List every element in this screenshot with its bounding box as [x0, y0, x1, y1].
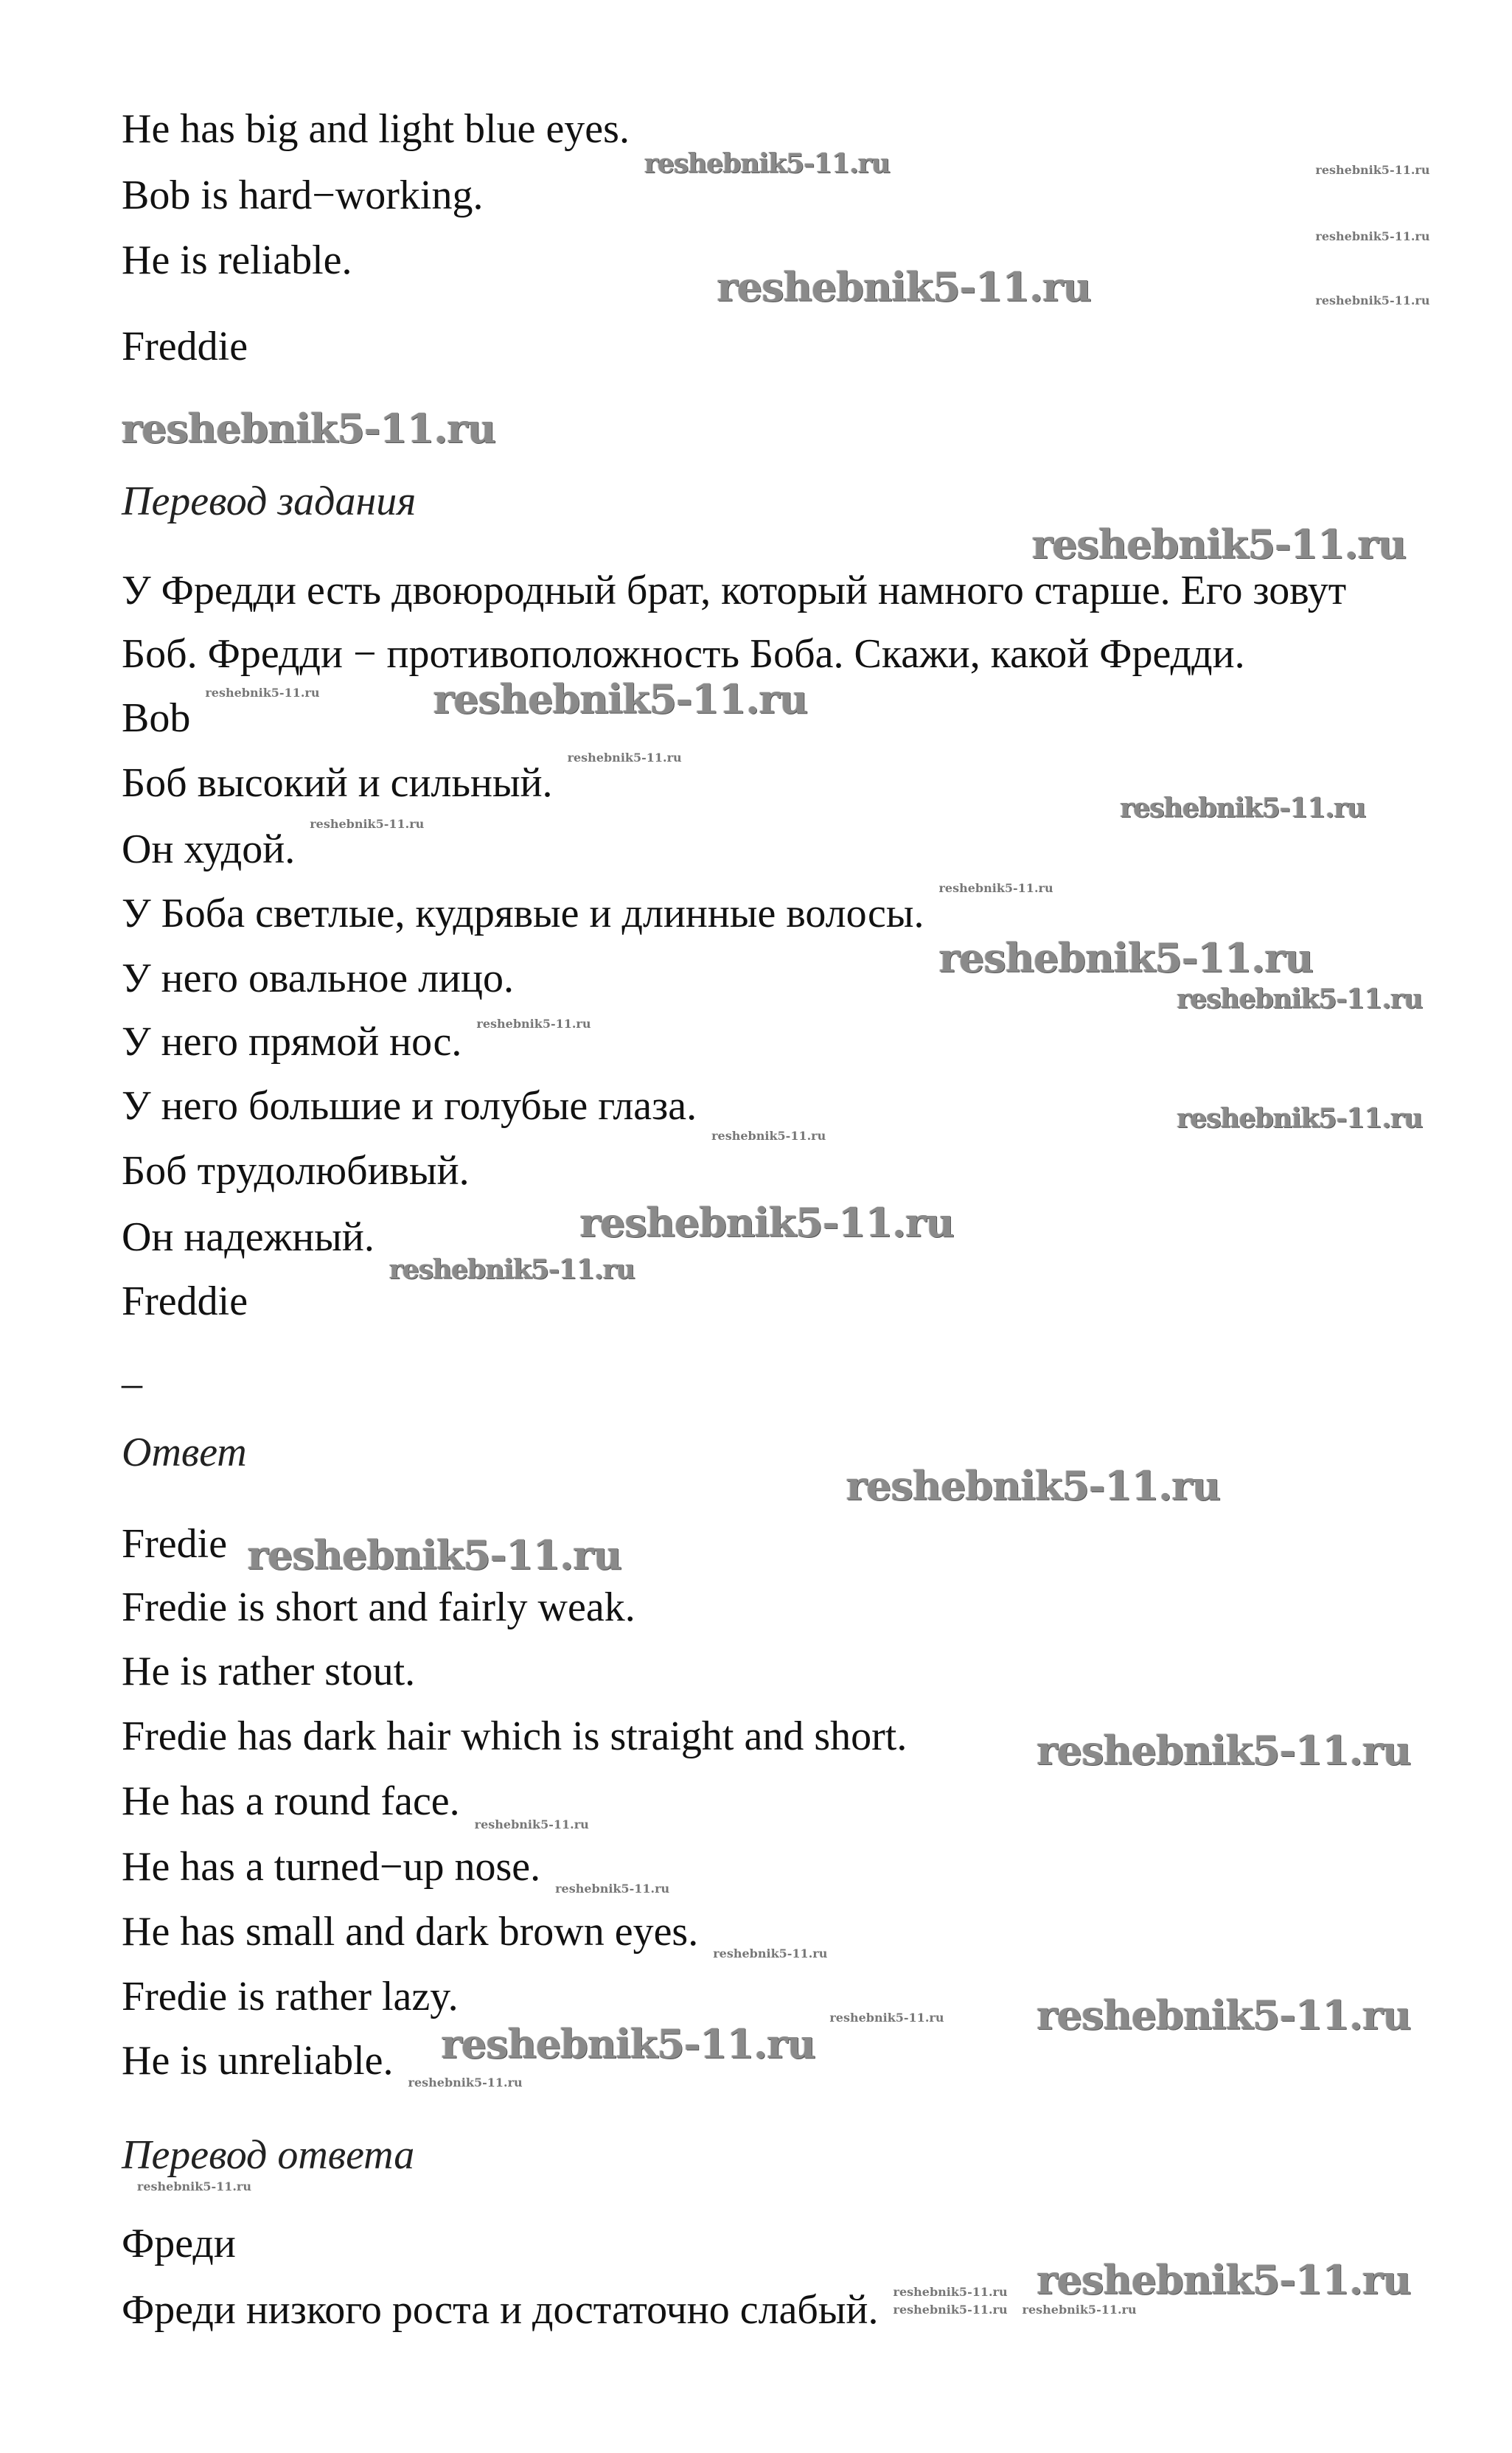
watermark: reshebnik5-11.ru — [1037, 2256, 1411, 2304]
section-heading: Ответ — [122, 1430, 247, 1476]
watermark: reshebnik5-11.ru — [713, 1946, 828, 1960]
text-line: Freddie — [122, 324, 248, 370]
watermark: reshebnik5-11.ru — [1177, 1103, 1423, 1135]
watermark: reshebnik5-11.ru — [1120, 793, 1366, 824]
watermark: reshebnik5-11.ru — [1037, 1991, 1411, 2039]
watermark: reshebnik5-11.ru — [893, 2303, 1008, 2317]
watermark: reshebnik5-11.ru — [644, 148, 890, 180]
text-line: Фреди низкого роста и достаточно слабый. — [122, 2286, 879, 2333]
text-line: He has small and dark brown eyes. — [122, 1908, 699, 1955]
watermark: reshebnik5-11.ru — [938, 934, 1313, 982]
watermark: reshebnik5-11.ru — [1037, 1727, 1411, 1775]
text-line: He has a round face. — [122, 1778, 460, 1824]
watermark: reshebnik5-11.ru — [938, 881, 1053, 896]
watermark: reshebnik5-11.ru — [1315, 162, 1430, 177]
text-line: He is rather stout. — [122, 1649, 416, 1695]
watermark: reshebnik5-11.ru — [567, 750, 682, 765]
text-line: Fredie is rather lazy. — [122, 1973, 459, 2019]
watermark: reshebnik5-11.ru — [555, 1882, 670, 1896]
watermark: reshebnik5-11.ru — [893, 2285, 1008, 2300]
text-line: Fredie — [122, 1521, 228, 1568]
text-line: He has big and light blue eyes. — [122, 106, 630, 153]
watermark: reshebnik5-11.ru — [408, 2076, 523, 2090]
watermark: reshebnik5-11.ru — [474, 1817, 589, 1831]
text-line: У него овальное лицо. — [122, 956, 514, 1002]
watermark: reshebnik5-11.ru — [711, 1128, 826, 1143]
watermark: reshebnik5-11.ru — [136, 2179, 251, 2194]
watermark: reshebnik5-11.ru — [717, 262, 1091, 310]
watermark: reshebnik5-11.ru — [247, 1531, 621, 1579]
watermark: reshebnik5-11.ru — [1177, 984, 1423, 1015]
watermark: reshebnik5-11.ru — [389, 1254, 635, 1286]
watermark: reshebnik5-11.ru — [1031, 520, 1407, 568]
text-line: Fredie is short and fairly weak. — [122, 1584, 635, 1630]
watermark: reshebnik5-11.ru — [310, 816, 425, 831]
section-heading: Перевод ответа — [122, 2132, 415, 2179]
text-line: У Боба светлые, кудрявые и длинные волосы. — [122, 891, 924, 937]
watermark: reshebnik5-11.ru — [829, 2011, 944, 2025]
watermark: reshebnik5-11.ru — [846, 1462, 1220, 1510]
text-line: He has a turned−up nose. — [122, 1844, 541, 1890]
text-line: He is reliable. — [122, 237, 352, 283]
text-line: Он худой. — [122, 826, 296, 872]
text-line: Fredie has dark hair which is straight and short. — [122, 1713, 907, 1759]
watermark: reshebnik5-11.ru — [441, 2019, 815, 2067]
watermark: reshebnik5-11.ru — [121, 405, 495, 453]
text-line: У него большие и голубые глаза. — [122, 1083, 697, 1130]
watermark: reshebnik5-11.ru — [1315, 229, 1430, 243]
watermark: reshebnik5-11.ru — [1022, 2303, 1137, 2317]
text-line: He is unreliable. — [122, 2038, 394, 2084]
section-heading: Перевод задания — [122, 478, 417, 524]
watermark: reshebnik5-11.ru — [1315, 293, 1430, 308]
watermark: reshebnik5-11.ru — [433, 675, 808, 723]
text-line: Bob — [122, 695, 191, 742]
text-line: Боб. Фредди − противоположность Боба. Скажи, какой Фредди. — [122, 630, 1245, 677]
text-line: У него прямой нос. — [122, 1018, 462, 1065]
watermark: reshebnik5-11.ru — [476, 1017, 591, 1031]
text-line: Фреди — [122, 2221, 236, 2267]
text-line: Боб высокий и сильный. — [122, 760, 553, 807]
text-line: Freddie — [122, 1278, 248, 1325]
text-line: – — [122, 1360, 142, 1407]
text-line: Боб трудолюбивый. — [122, 1147, 470, 1194]
text-line: Он надежный. — [122, 1214, 374, 1260]
text-line: У Фредди есть двоюродный брат, который намного старше. Его зовут — [122, 568, 1347, 614]
watermark: reshebnik5-11.ru — [205, 686, 320, 700]
watermark: reshebnik5-11.ru — [579, 1199, 954, 1247]
text-line: Bob is hard−working. — [122, 172, 484, 218]
